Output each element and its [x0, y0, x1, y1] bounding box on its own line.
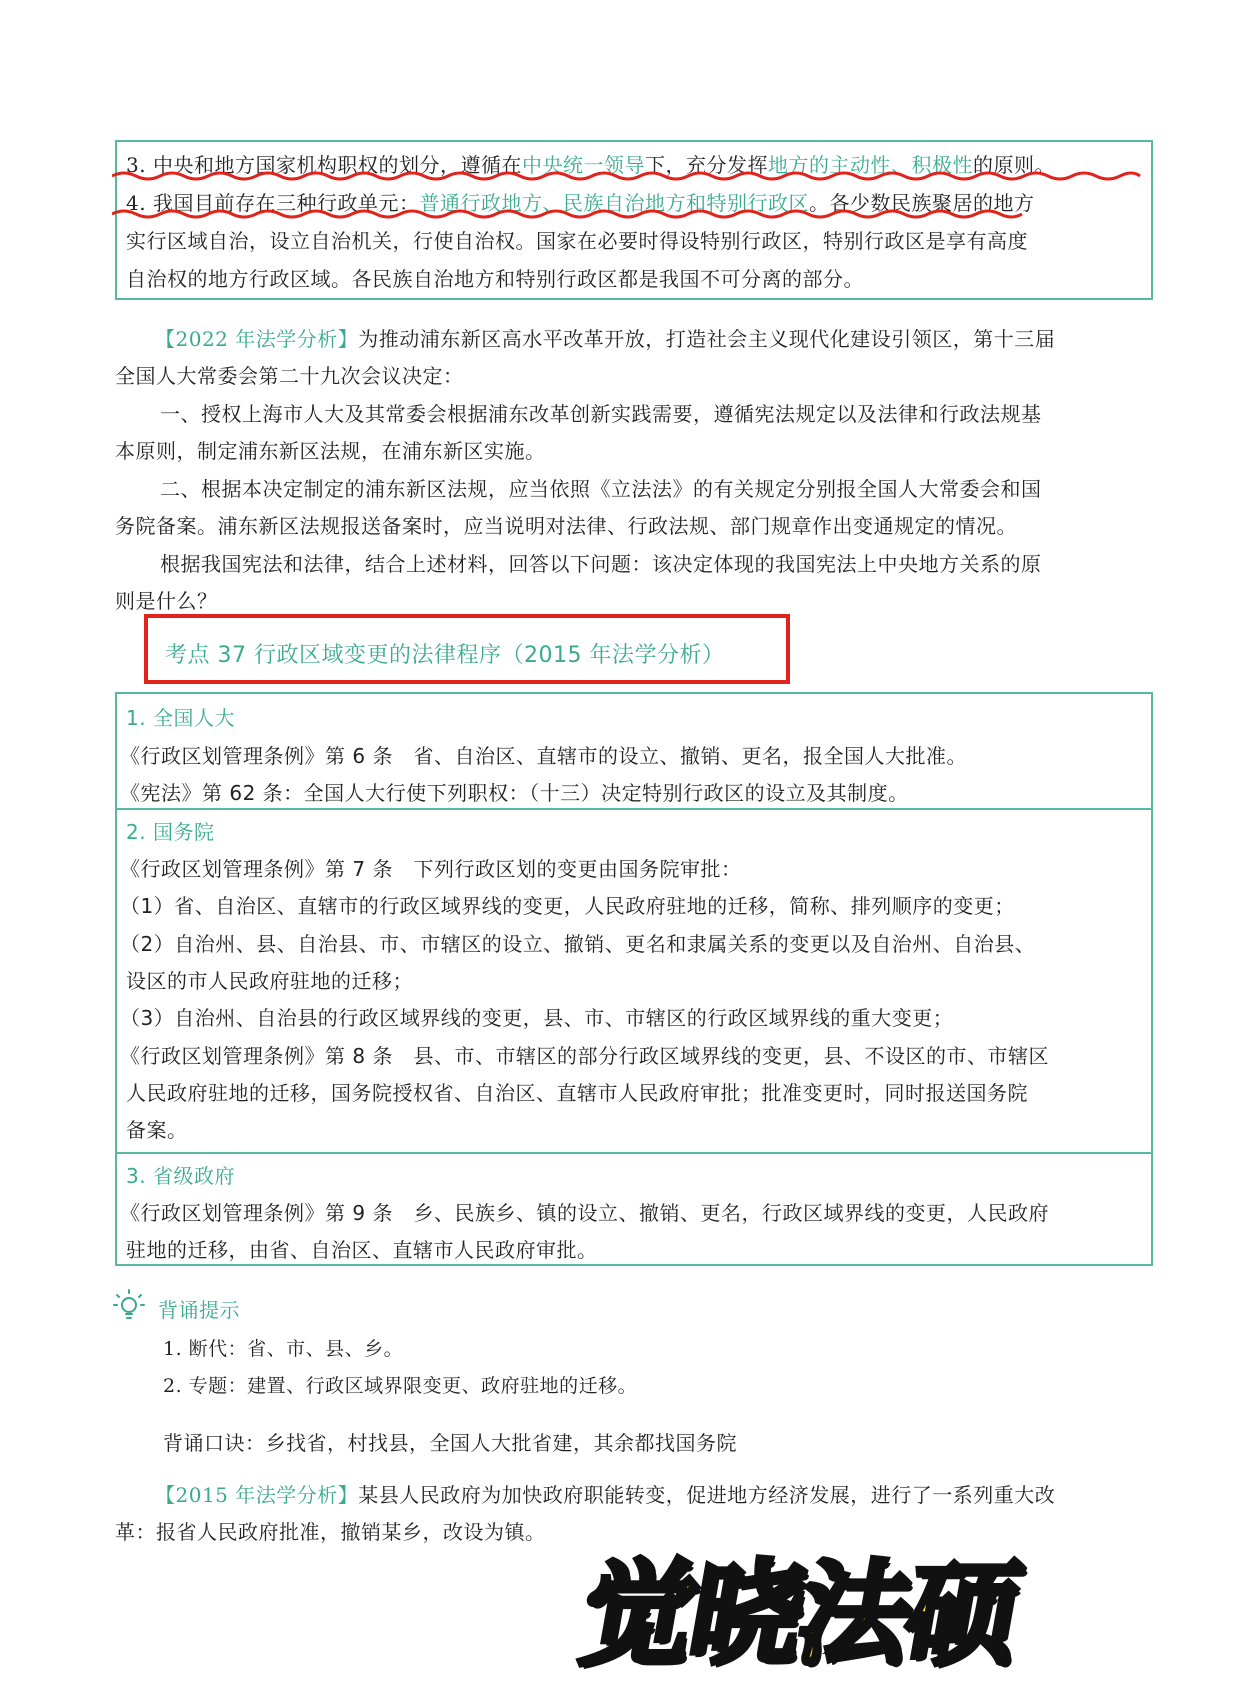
divider: [117, 808, 1151, 810]
npc-line-2: 《宪法》第 62 条：全国人大行使下列职权：（十三）决定特别行政区的设立及其制度。: [120, 781, 909, 805]
case-2022-line-3: 一、授权上海市人大及其常委会根据浦东改革创新实践需要，遵循宪法规定以及法律和行政法规基: [160, 402, 1042, 426]
summary-line-4: 4. 我国目前存在三种行政单元：普通行政地方、民族自治地方和特别行政区。各少数民族聚居的地方: [126, 191, 1035, 215]
section-state-council-title: 2. 国务院: [126, 820, 215, 844]
provincial-line-2: 驻地的迁移，由省、自治区、直辖市人民政府审批。: [126, 1238, 598, 1262]
section-npc-title: 1. 全国人大: [126, 706, 235, 730]
tips-line-2: 2. 专题：建置、行政区域界限变更、政府驻地的迁移。: [163, 1375, 638, 1397]
section-provincial-title: 3. 省级政府: [126, 1164, 235, 1188]
state-council-line-1: 《行政区划管理条例》第 7 条 下列行政区划的变更由国务院审批：: [120, 857, 742, 881]
tips-mnemonic: 背诵口诀：乡找省，村找县，全国人大批省建，其余都找国务院: [163, 1431, 737, 1455]
summary-line-6: 自治权的地方行政区域。各民族自治地方和特别行政区都是我国不可分离的部分。: [126, 267, 864, 291]
lightbulb-icon: [112, 1288, 146, 1324]
state-council-line-5: （3）自治州、自治县的行政区域界线的变更，县、市、市辖区的行政区域界线的重大变更；: [120, 1006, 954, 1030]
highlight-three-units: 普通行政地方、民族自治地方和特别行政区: [419, 191, 809, 215]
case-2022-line-5: 二、根据本决定制定的浦东新区法规，应当依照《立法法》的有关规定分别报全国人大常委会和国: [160, 477, 1042, 501]
state-council-line-8: 备案。: [126, 1118, 188, 1142]
state-council-line-4: 设区的市人民政府驻地的迁移；: [126, 969, 413, 993]
provincial-line-1: 《行政区划管理条例》第 9 条 乡、民族乡、镇的设立、撤销、更名，行政区域界线的变更，人民政府: [120, 1201, 1049, 1225]
case-2015-tag: 【2015 年法学分析】: [155, 1483, 359, 1507]
case-2022-line-4: 本原则，制定浦东新区法规，在浦东新区实施。: [115, 439, 546, 463]
summary-line-3: 3. 中央和地方国家机构职权的划分，遵循在中央统一领导下，充分发挥地方的主动性、积极性的原则。: [126, 153, 1055, 177]
tips-line-1: 1. 断代：省、市、县、乡。: [163, 1338, 404, 1360]
highlight-local-initiative: 地方的主动性、积极性: [767, 153, 973, 177]
state-council-line-6: 《行政区划管理条例》第 8 条 县、市、市辖区的部分行政区域界线的变更，县、不设区的市、市辖区: [120, 1044, 1049, 1068]
red-wavy-underline: [112, 170, 1142, 230]
case-2015-line-1: 【2015 年法学分析】某县人民政府为加快政府职能转变，促进地方经济发展，进行了一系列重大改: [155, 1483, 1056, 1507]
case-2022-line-7: 根据我国宪法和法律，结合上述材料，回答以下问题：该决定体现的我国宪法上中央地方关系的原: [160, 552, 1042, 576]
state-council-line-2: （1）省、自治区、直辖市的行政区域界线的变更，人民政府驻地的迁移，简称、排列顺序的变更；: [120, 894, 1015, 918]
case-2022-line-2: 全国人大常委会第二十九次会议决定：: [115, 364, 464, 388]
case-2022-line-1: 【2022 年法学分析】为推动浦东新区高水平改革开放，打造社会主义现代化建设引领区，第十三届: [155, 327, 1056, 351]
state-council-line-7: 人民政府驻地的迁移，国务院授权省、自治区、直辖市人民政府审批；批准变更时，同时报送国务院: [126, 1081, 1028, 1105]
state-council-line-3: （2）自治州、县、自治县、市、市辖区的设立、撤销、更名和隶属关系的变更以及自治州、自治县、: [120, 932, 1036, 956]
case-2022-line-8: 则是什么？: [115, 589, 218, 613]
summary-line-5: 实行区域自治，设立自治机关，行使自治权。国家在必要时得设特别行政区，特别行政区是享有高度: [126, 229, 1028, 253]
highlight-central-leadership: 中央统一领导: [521, 153, 645, 177]
case-2022-line-6: 务院备案。浦东新区法规报送备案时，应当说明对法律、行政法规、部门规章作出变通规定的情况。: [115, 514, 1017, 538]
divider: [117, 1152, 1151, 1154]
brand-watermark: 觉晓法硕: [571, 1550, 1027, 1680]
case-2022-tag: 【2022 年法学分析】: [155, 327, 359, 351]
npc-line-1: 《行政区划管理条例》第 6 条 省、自治区、直辖市的设立、撤销、更名，报全国人大批准。: [120, 744, 967, 768]
tips-title: 背诵提示: [158, 1298, 240, 1322]
section-heading: 考点 37 行政区域变更的法律程序（2015 年法学分析）: [165, 643, 725, 668]
case-2015-line-2: 革：报省人民政府批准，撤销某乡，改设为镇。: [115, 1520, 546, 1544]
